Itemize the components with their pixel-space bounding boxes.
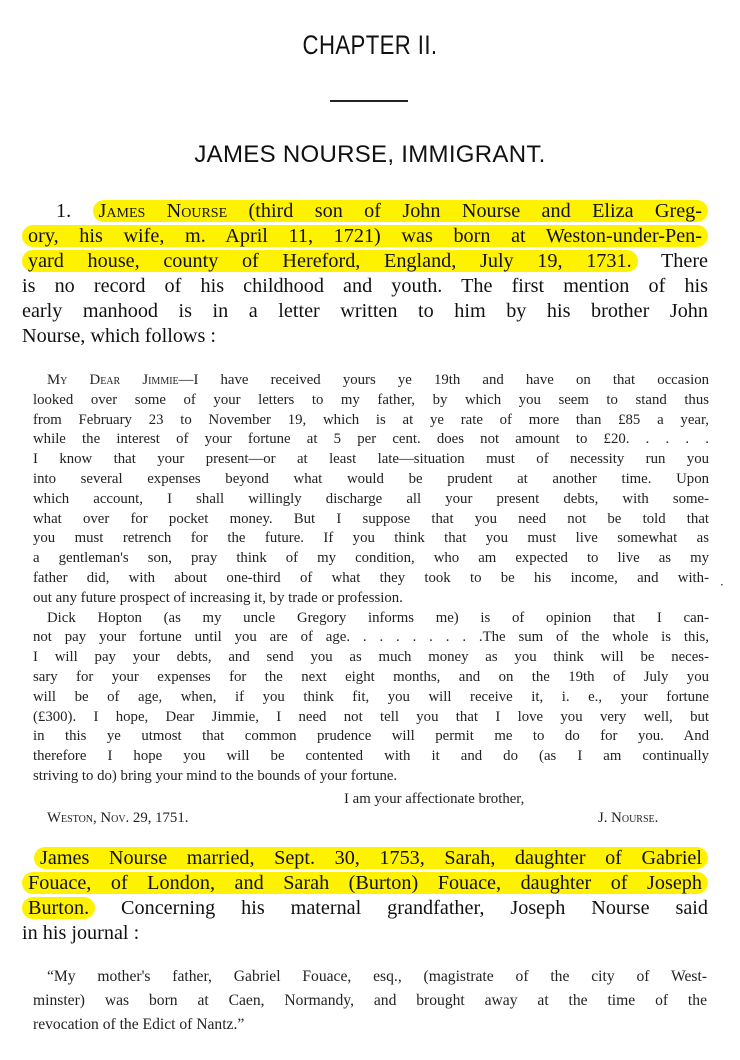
letter-signature: J. Nourse. <box>598 810 659 826</box>
paragraph-1-line: yard house, county of Hereford, England, July 19, 1731. There <box>22 249 708 274</box>
quote-line: revocation of the Edict of Nantz.” <box>33 1016 245 1033</box>
chapter-title: CHAPTER II. <box>302 30 438 60</box>
paragraph-2-line: in his journal : <box>22 922 140 944</box>
letter-line: (£300). I hope, Dear Jimmie, I need not tell you that I love you very well, but <box>33 708 709 725</box>
highlight-birth: yard house, county of Hereford, England, July 19, 1731. <box>22 250 638 272</box>
highlight-birth: James Nourse (third son of John Nourse and Eliza Greg- <box>93 200 708 222</box>
letter-line: from February 23 to November 19, which is at ye rate of more than £85 a year, <box>33 411 709 428</box>
quote-line: “My mother's father, Gabriel Fouace, esq., (magistrate of the city of West- <box>47 968 707 985</box>
letter-line: you must retrench for the future. If you think that you must live somewhat as <box>33 530 709 547</box>
paragraph-2 <box>22 846 708 946</box>
letter-line: father did, with about one-third of what they took to be his income, and with- <box>33 569 709 586</box>
letter-line: sary for your expenses for the next eight months, and on the 19th of July you <box>33 668 709 685</box>
paragraph-2-line: Burton. Concerning his maternal grandfather, Joseph Nourse said <box>22 896 708 921</box>
paragraph-1-line <box>22 224 708 249</box>
paragraph-1-line: Nourse, which follows : <box>22 325 216 347</box>
letter-place-date: Weston, Nov. 29, 1751. <box>47 810 189 826</box>
letter-line: into several expenses beyond what would be prudent at another time. Upon <box>33 470 709 487</box>
letter-line: a gentleman's son, pray think of my condition, who am expected to live as my <box>33 550 709 567</box>
title-divider <box>330 100 408 102</box>
letter-line: not pay your fortune until you are of age. . . . . . . . .The sum of the whole is this, <box>33 629 709 646</box>
letter-line: therefore I hope you will be contented with it and do (as I am continually <box>33 748 709 765</box>
paragraph-2-line <box>22 846 708 871</box>
letter-salutation: My Dear Jimmie <box>47 372 179 388</box>
letter-line: what over for pocket money. But I suppose that you need not be told that <box>33 510 709 527</box>
letter-line: striving to do) bring your mind to the bounds of your fortune. <box>33 767 398 784</box>
letter-line: out any future prospect of increasing it, by trade or profession. <box>33 589 403 606</box>
letter-line: My Dear Jimmie—I have received yours ye 19th and have on that occasion <box>47 372 709 388</box>
section-heading: JAMES NOURSE, IMMIGRANT. <box>194 141 546 168</box>
paragraph-1-line: early manhood is in a letter written to him by his brother John <box>22 300 708 322</box>
highlight-birth: ory, his wife, m. April 11, 1721) was born at Weston-under-Pen- <box>22 225 708 247</box>
letter-line: while the interest of your fortune at 5 per cent. does not amount to £20. . . . . <box>33 431 709 448</box>
quote-line: minster) was born at Caen, Normandy, and brought away at the time of the <box>33 992 707 1009</box>
letter-line: in this ye utmost that common prudence will permit me to do for you. And <box>33 728 709 745</box>
highlight-marriage: Burton. <box>22 897 95 919</box>
highlight-marriage: Fouace, of London, and Sarah (Burton) Fouace, daughter of Joseph <box>22 872 708 894</box>
letter-line: I know that your present—or at least late—situation must of necessity run you <box>33 451 709 468</box>
margin-mark: · <box>720 578 724 592</box>
paragraph-1-line: is no record of his childhood and youth. The first mention of his <box>22 275 708 297</box>
letter-line: will be of age, when, if you think fit, you will receive it, i. e., your fortune <box>33 688 709 705</box>
journal-quote <box>33 965 707 1037</box>
letter-line: Dick Hopton (as my uncle Gregory informs me) is of opinion that I can- <box>47 609 709 626</box>
letter-line: looked over some of your letters to my father, by which you seem to stand thus <box>33 391 709 408</box>
paragraph-1 <box>22 199 708 349</box>
paragraph-number: 1. <box>56 200 72 222</box>
paragraph-2-line <box>22 871 708 896</box>
paragraph-1-line <box>22 199 708 224</box>
person-name: James Nourse <box>98 200 228 222</box>
highlight-marriage: James Nourse married, Sept. 30, 1753, Sarah, daughter of Gabriel <box>34 847 708 869</box>
letter-closing: I am your affectionate brother, <box>344 791 525 807</box>
letter-text <box>33 371 709 787</box>
letter-line: I will pay your debts, and send you as much money as you think will be neces- <box>33 649 709 666</box>
letter-line: which account, I shall willingly discharge all your present debts, with some- <box>33 490 709 507</box>
